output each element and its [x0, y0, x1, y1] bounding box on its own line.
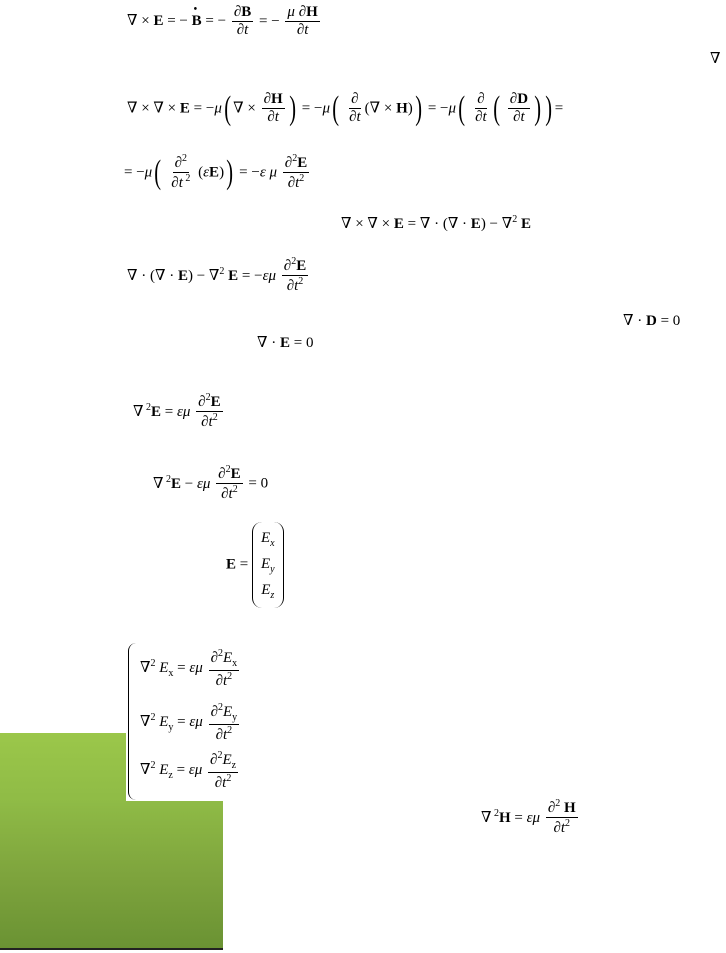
equation-fragment-nabla: ∇	[710, 51, 721, 67]
equation-vector-identity: ∇ × ∇ × E = ∇ · (∇ · E) − ∇$^2$ E	[341, 214, 532, 232]
decorative-green-block-lower	[0, 801, 223, 949]
equation-div-e: ∇ · E = 0	[257, 335, 314, 351]
equation-curl-curl: ∇ × ∇ × E = −μ( ∇ × $\frac{\partial H}{\partial t}$ ) = −μ( $\frac{\partial}{\partial t}$ (∇ × H)) = −μ( $\frac{\partial}{\partial t}$ ( $\frac{\partial D}{\partial t}$ ) ) =	[127, 89, 564, 127]
equation-div-d: ∇ · D = 0	[623, 313, 681, 329]
equation-wave-h: ∇ $^2$H = εμ $\frac{\partial^2 H}{\partial t^2}$	[481, 798, 576, 837]
equation-component-y: ∇$^2$ $E_y = \varepsilon\mu$ $\frac{\partial^2E_y}{\partial t^2}$	[140, 702, 238, 743]
decorative-green-block-upper-fill	[0, 733, 126, 803]
equation-component-x: ∇$^2$ $E_x = \varepsilon\mu$ $\frac{\partial^2E_x}{\partial t^2}$	[140, 648, 238, 689]
equation-e-vector: E = $E_x$ $E_y$ $E_z$	[226, 522, 284, 608]
equation-second-derivative: = −μ( $\frac{\partial^2}{\partial t ^2}$ (εE)) = −ε μ $\frac{\partial^2E}{\partial t^2}$	[124, 153, 308, 192]
equation-component-z: ∇$^2$ $E_z = \varepsilon\mu$ $\frac{\partial^2E_z}{\partial t^2}$	[140, 750, 237, 791]
equation-combined: ∇ · (∇ · E) − ∇$^2$ E = −εμ $\frac{\partial^2E}{\partial t^2}$	[127, 256, 307, 295]
bottom-rule	[0, 948, 223, 950]
equation-wave-e-zero: ∇ $^2$E − εμ $\frac{\partial^2E}{\partial t^2}$ = 0	[153, 464, 269, 503]
equation-faraday: ∇ × E = − • B = − $\frac{\partial B}{\partial t}$ = − $\frac{\mu \partial H}{\partial t}$	[127, 4, 322, 40]
system-brace	[128, 643, 137, 800]
equation-wave-e: ∇ $^2$E = εμ $\frac{\partial^2E}{\partial t^2}$	[133, 392, 221, 431]
